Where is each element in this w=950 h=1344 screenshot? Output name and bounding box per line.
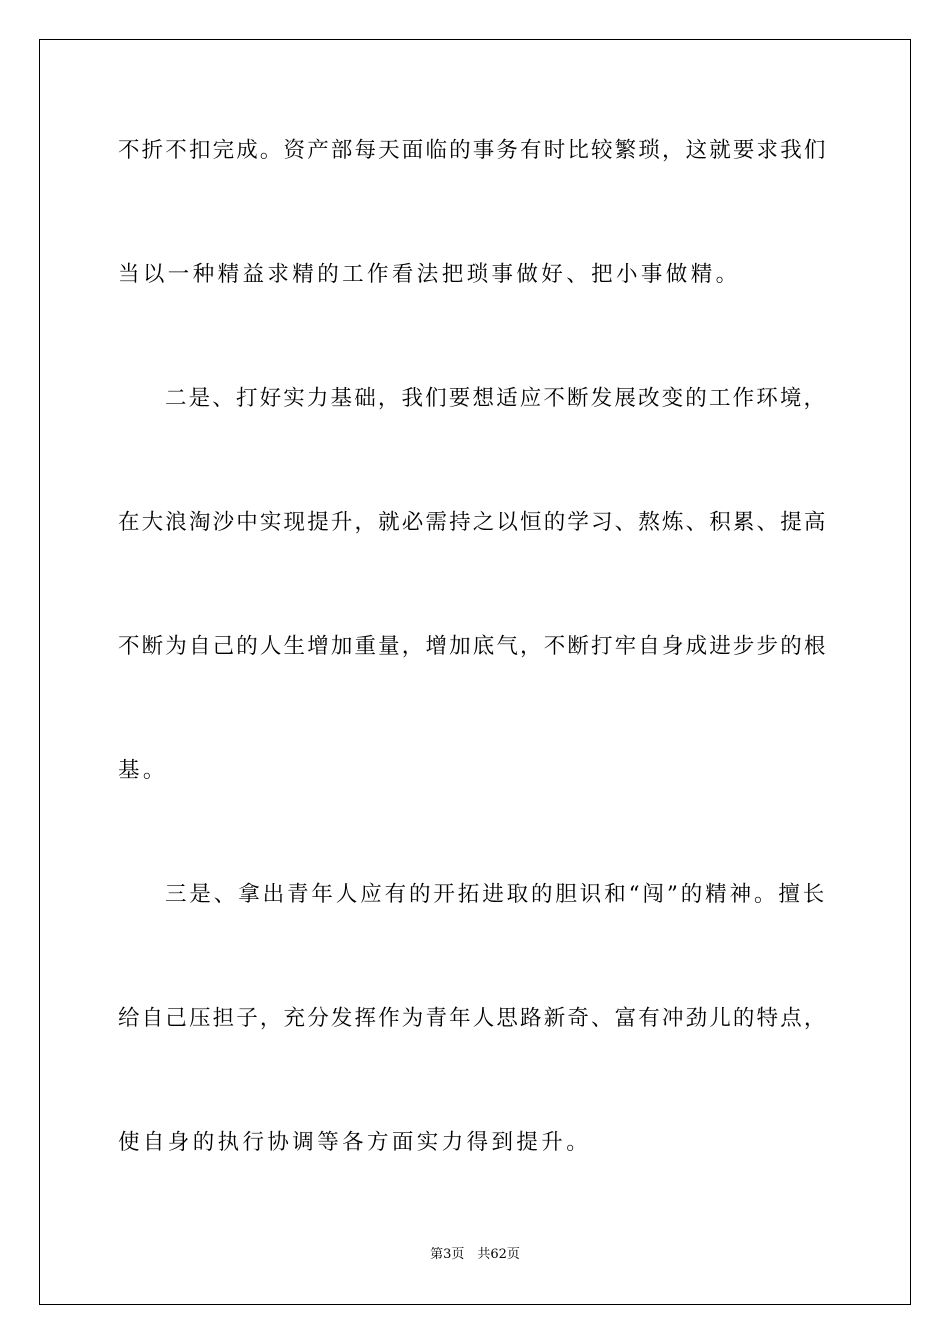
text-line: 不断为自己的人生增加重量，增加底气，不断打牢自身成进步步的根	[118, 634, 828, 659]
text-line: 二是、打好实力基础，我们要想适应不断发展改变的工作环境，	[165, 386, 828, 411]
page-border	[39, 39, 911, 1305]
text-line: 在大浪淘沙中实现提升，就必需持之以恒的学习、熬炼、积累、提高	[118, 510, 828, 535]
text-line: 基。	[118, 758, 168, 783]
page-number-footer: 第3页 共62页	[430, 1247, 520, 1262]
text-line: 使自身的执行协调等各方面实力得到提升。	[118, 1130, 592, 1155]
text-line: 给自己压担子，充分发挥作为青年人思路新奇、富有冲劲儿的特点，	[118, 1006, 828, 1031]
text-line: 当以一种精益求精的工作看法把琐事做好、把小事做精。	[118, 262, 741, 287]
text-line: 不折不扣完成。资产部每天面临的事务有时比较繁琐，这就要求我们	[118, 138, 828, 163]
text-line: 三是、拿出青年人应有的开拓进取的胆识和“闯”的精神。擅长	[165, 882, 828, 907]
